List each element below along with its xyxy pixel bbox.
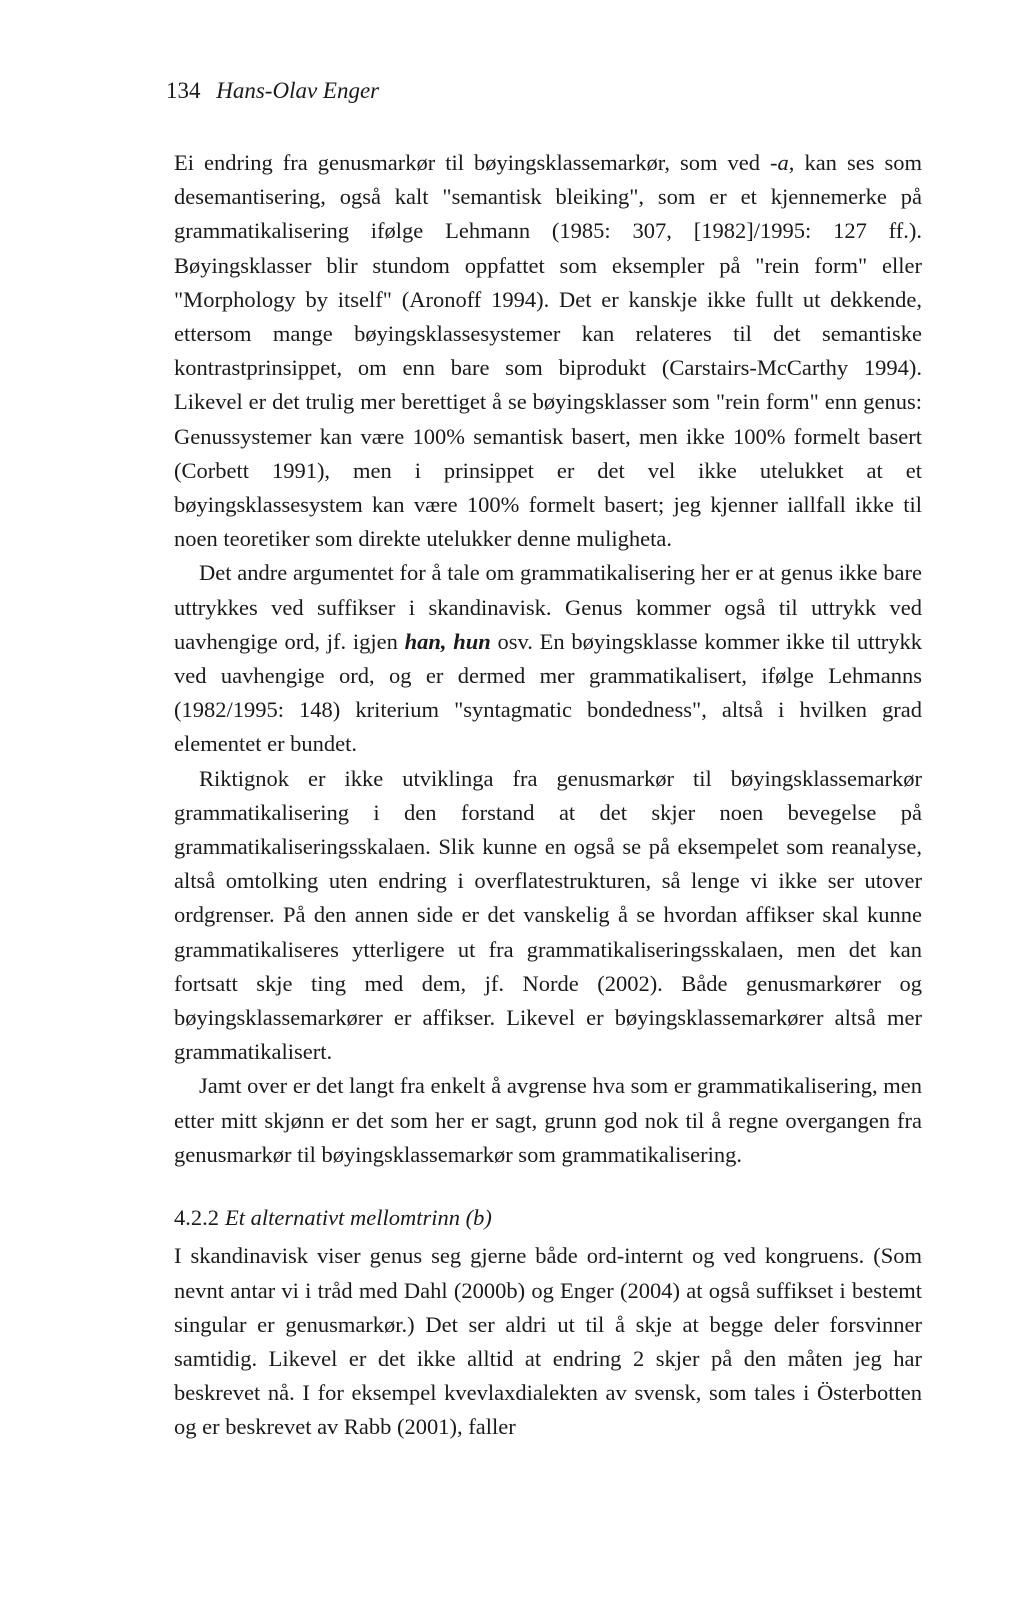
running-head bbox=[166, 76, 922, 106]
body-paragraph-4: Jamt over er det langt fra enkelt å avgrense hva som er grammatikalisering, men etter mitt skjønn er det som her er sagt, grunn god nok til å regne overgangen fra genusmarkør til bøyingsklassemarkør som grammatikalisering. bbox=[174, 1073, 922, 1167]
section-heading bbox=[174, 1201, 922, 1235]
page-number: 134 bbox=[166, 78, 201, 103]
body-paragraph-2: Det andre argumentet for å tale om grammatikalisering her er at genus ikke bare uttrykkes ved suffikser i skandinavisk. Genus kommer også til uttrykk ved uavhengige ord, jf. igjen han, hun osv. En bøyingsklasse kommer ikke til uttrykk ved uavhengige ord, og er dermed mer grammatikalisert, ifølge Lehmanns (1982/1995: 148) kriterium "syntagmatic bondedness", altså i hvilken grad elementet er bundet. bbox=[174, 560, 922, 757]
page bbox=[166, 76, 922, 1445]
body-paragraph-1: Ei endring fra genusmarkør til bøyingsklassemarkør, som ved -a, kan ses som desemantisering, også kalt "semantisk bleiking", som er et kjennemerke på grammatikalisering ifølge Lehmann (1985: 307, [1982]/1995: 127 ff.). Bøyingsklasser blir stundom oppfattet som eksempler på "rein form" eller "Morphology by itself" (Aronoff 1994). Det er kanskje ikke fullt ut dekkende, ettersom mange bøyingsklassesystemer kan relateres til det semantiske kontrastprinsippet, om enn bare som biprodukt (Carstairs-McCarthy 1994). Likevel er det trulig mer berettiget å se bøyingsklasser som "rein form" enn genus: Genussystemer kan være 100% semantisk basert, men ikke 100% formelt basert (Corbett 1991), men i prinsippet er det vel ikke utelukket at et bøyingsklassesystem kan være 100% formelt basert; jeg kjenner iallfall ikke til noen teoretiker som direkte utelukker denne muligheta. bbox=[174, 150, 922, 552]
section-number: 4.2.2 bbox=[174, 1205, 219, 1231]
section-title: Et alternativt mellomtrinn (b) bbox=[225, 1205, 492, 1231]
example-suffix: -a bbox=[770, 150, 789, 175]
running-head-author: Hans-Olav Enger bbox=[216, 78, 380, 103]
section-paragraph: I skandinavisk viser genus seg gjerne både ord-internt og ved kongruens. (Som nevnt antar vi i tråd med Dahl (2000b) og Enger (2004) at også suffikset i bestemt singular er genusmarkør.) Det ser aldri ut til å skje at begge deler forsvinner samtidig. Likevel er det ikke alltid at endring 2 skjer på den måten jeg har beskrevet nå. I for eksempel kvevlaxdialekten av svensk, som tales i Österbotten og er beskrevet av Rabb (2001), faller bbox=[174, 1243, 922, 1440]
body-paragraph-3: Riktignok er ikke utviklinga fra genusmarkør til bøyingsklassemarkør grammatikalisering i den forstand at det skjer noen bevegelse på grammatikaliseringsskalaen. Slik kunne en også se på eksempelet som reanalyse, altså omtolking uten endring i overflatestrukturen, så lenge vi ikke ser utover ordgrenser. På den annen side er det vanskelig å se hvordan affikser skal kunne grammatikaliseres ytterligere ut fra grammatikaliseringsskalaen, men det kan fortsatt skje ting med dem, jf. Norde (2002). Både genusmarkører og bøyingsklassemarkører er affikser. Likevel er bøyingsklassemarkører altså mer grammatikalisert. bbox=[174, 765, 922, 1065]
example-pronouns: han, hun bbox=[404, 628, 491, 654]
